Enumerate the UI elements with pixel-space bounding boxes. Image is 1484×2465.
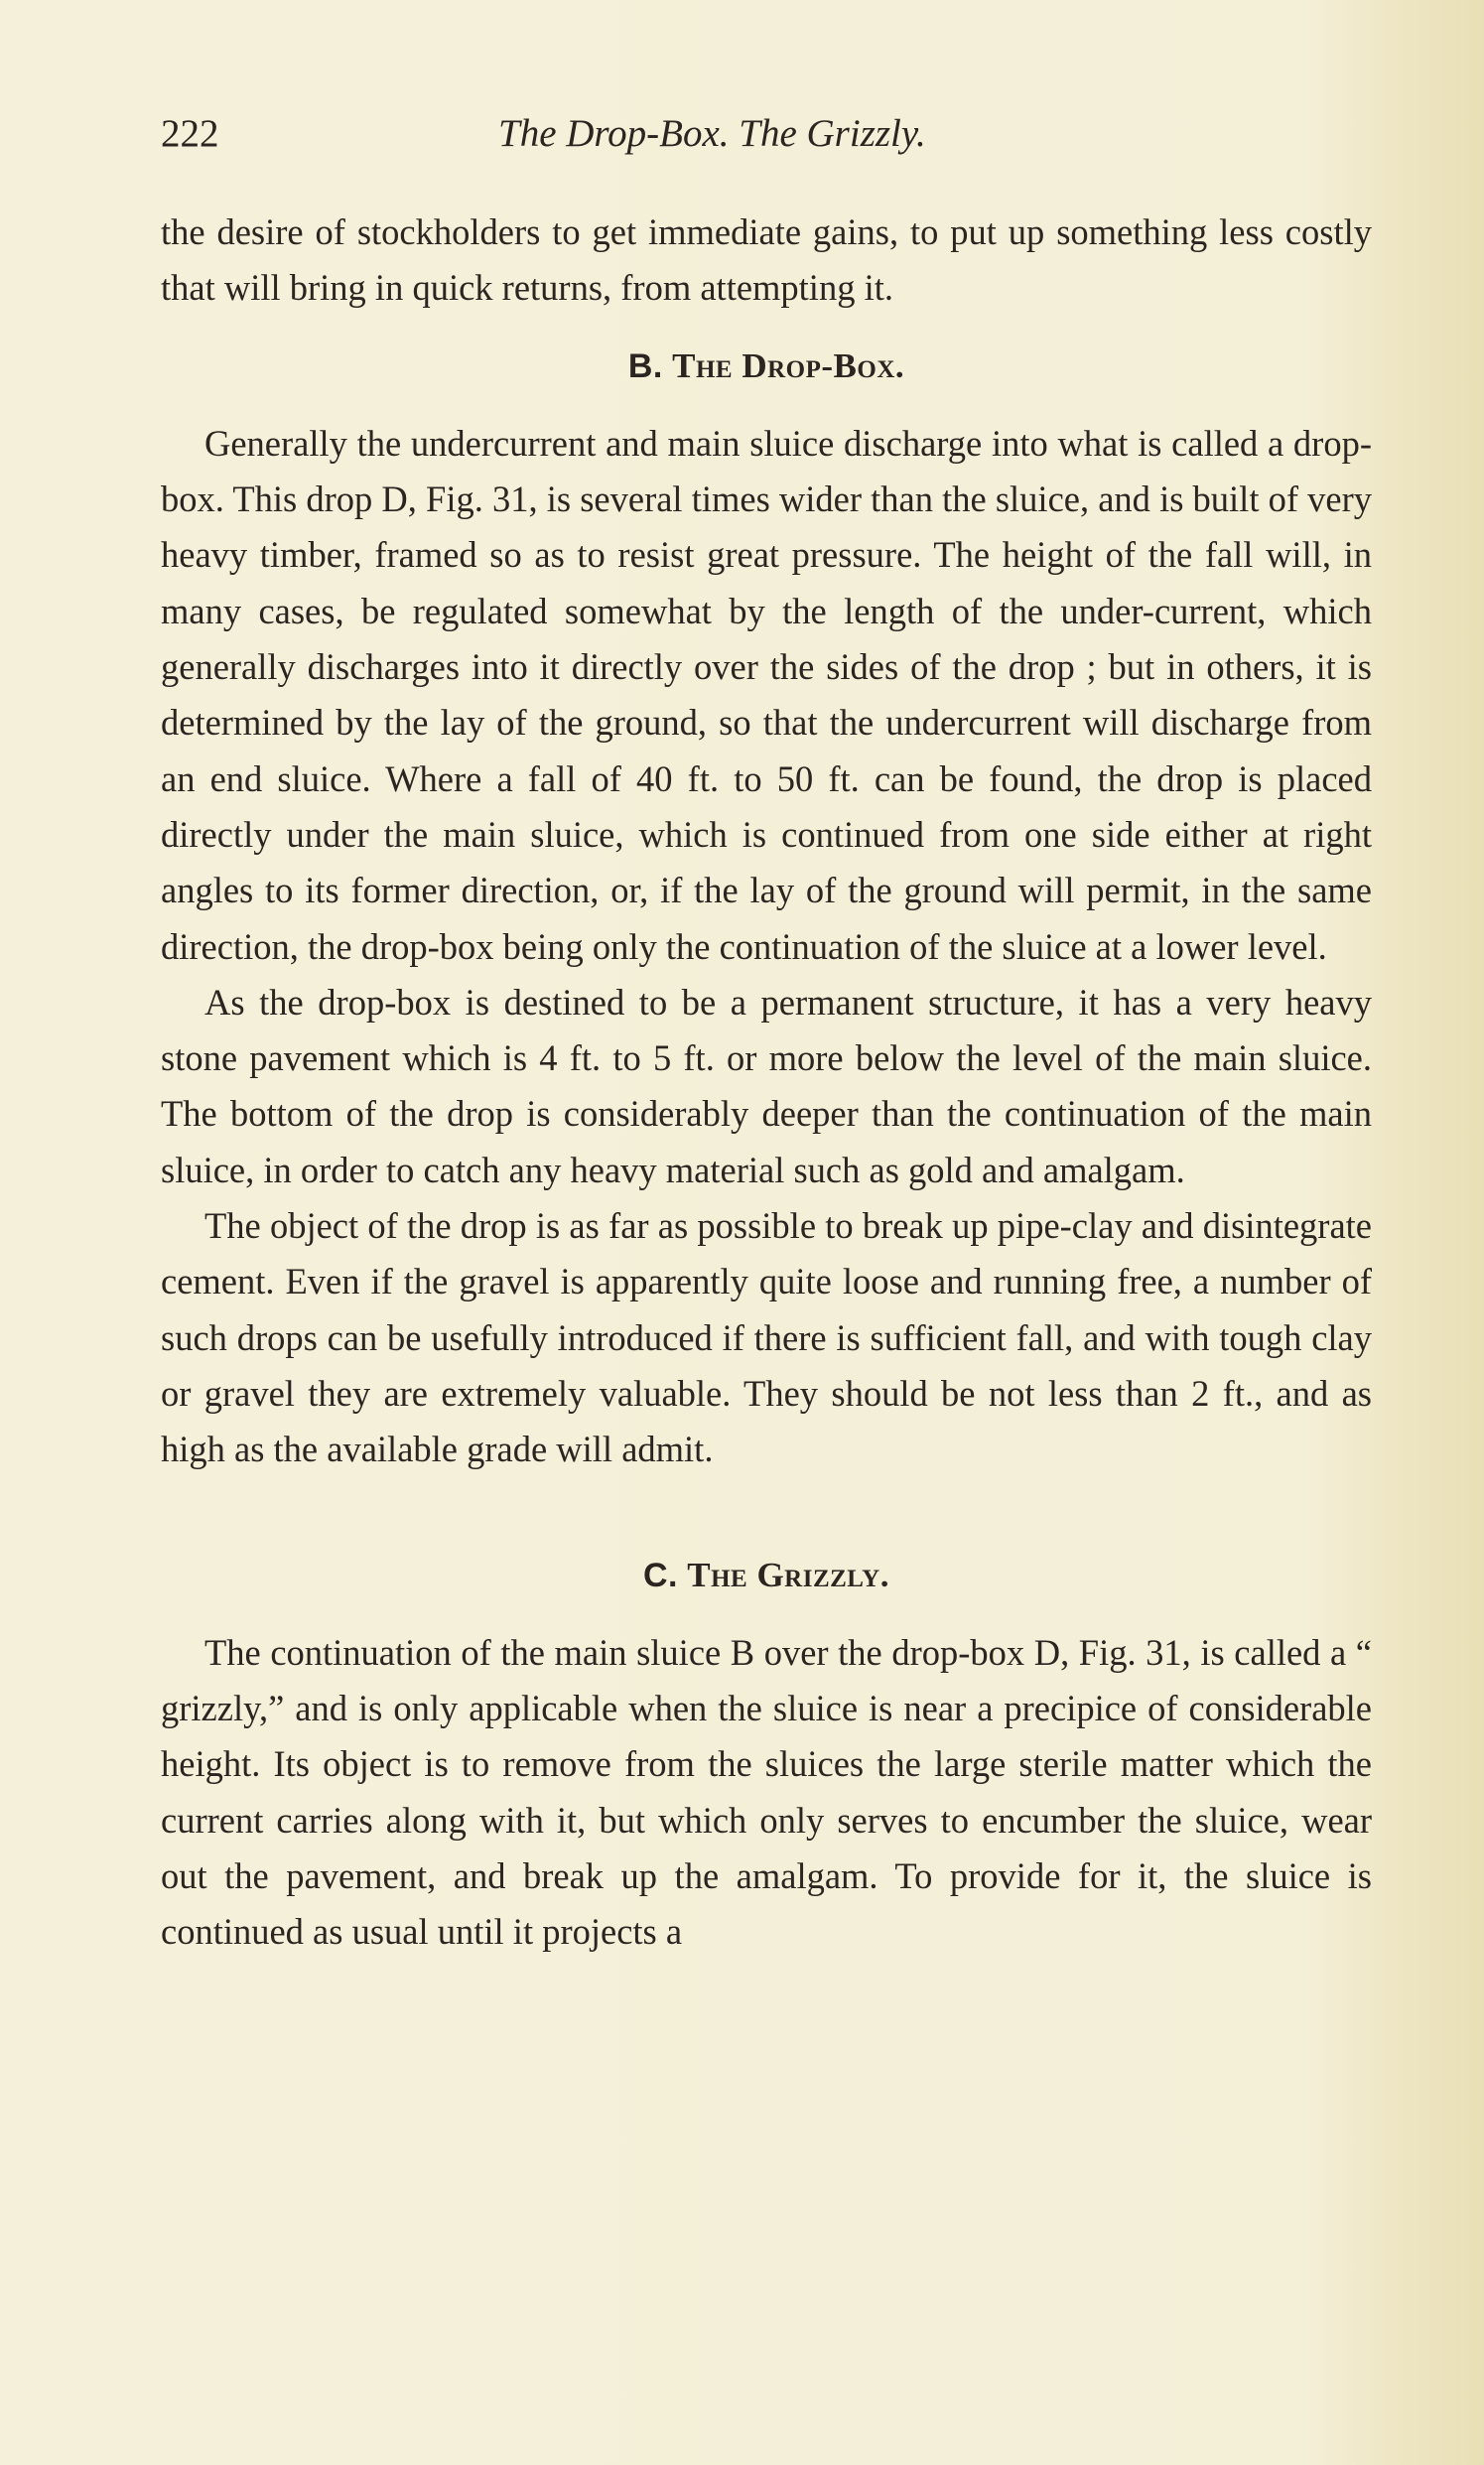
drop-box-paragraph-1: Generally the undercurrent and main sluice discharge into what is called a drop-box. This drop D, Fig. 31, is several times wider than the sluice, and is built of very heavy timber, framed so as to resist great pressure. The height of the fall will, in many cases, be regulated somewhat by the length of the under-current, which generally discharges into it directly over the sides of the drop ; but in others, it is determined by the lay of the ground, so that the undercurrent will discharge from an end sluice. Where a fall of 40 ft. to 50 ft. can be found, the drop is placed directly under the main sluice, which is continued from one side either at right angles to its former direction, or, if the lay of the ground will permit, in the same direction, the drop-box being only the continuation of the sluice at a lower level. — [161, 422, 1372, 967]
grizzly-paragraph-1: The continuation of the main sluice B over the drop-box D, Fig. 31, is called a “ grizzly,” and is only applicable when the sluice is near a precipice of considerable height. Its object is to remove from the sluices the large sterile matter which the current carries along with it, but which only serves to encumber the sluice, wear out the pavement, and break up the amalgam. To provide for it, the sluice is continued as usual until it projects a — [161, 1631, 1372, 1953]
page-number: 222 — [161, 112, 219, 155]
intro-paragraph: the desire of stockholders to get immediate gains, to put up something less costly that will bring in quick returns, from attempting it. — [161, 211, 1372, 309]
section-letter-c: C. — [642, 1556, 678, 1594]
section-title-drop-box: The Drop-Box. — [672, 345, 905, 385]
section-heading-drop-box — [161, 339, 1372, 394]
page-header — [161, 111, 1372, 171]
body-text — [161, 205, 1372, 1961]
drop-box-paragraph-2: As the drop-box is destined to be a permanent structure, it has a very heavy stone pavement which is 4 ft. to 5 ft. or more below the level of the main sluice. The bottom of the drop is considerably deeper than the continuation of the main sluice, in order to catch any heavy material such as gold and amalgam. — [161, 981, 1372, 1190]
section-title-grizzly: The Grizzly. — [687, 1555, 889, 1594]
section-heading-grizzly — [161, 1548, 1372, 1603]
running-title: The Drop-Box. The Grizzly. — [498, 112, 926, 155]
section-letter-b: B. — [627, 346, 663, 385]
drop-box-paragraph-3: The object of the drop is as far as possible to break up pipe-clay and disintegrate cement. Even if the gravel is apparently quite loose and running free, a number of such drops can be usefully introduced if there is sufficient fall, and with tough clay or gravel they are extremely valuable. They should be not less than 2 ft., and as high as the available grade will admit. — [161, 1205, 1372, 1470]
